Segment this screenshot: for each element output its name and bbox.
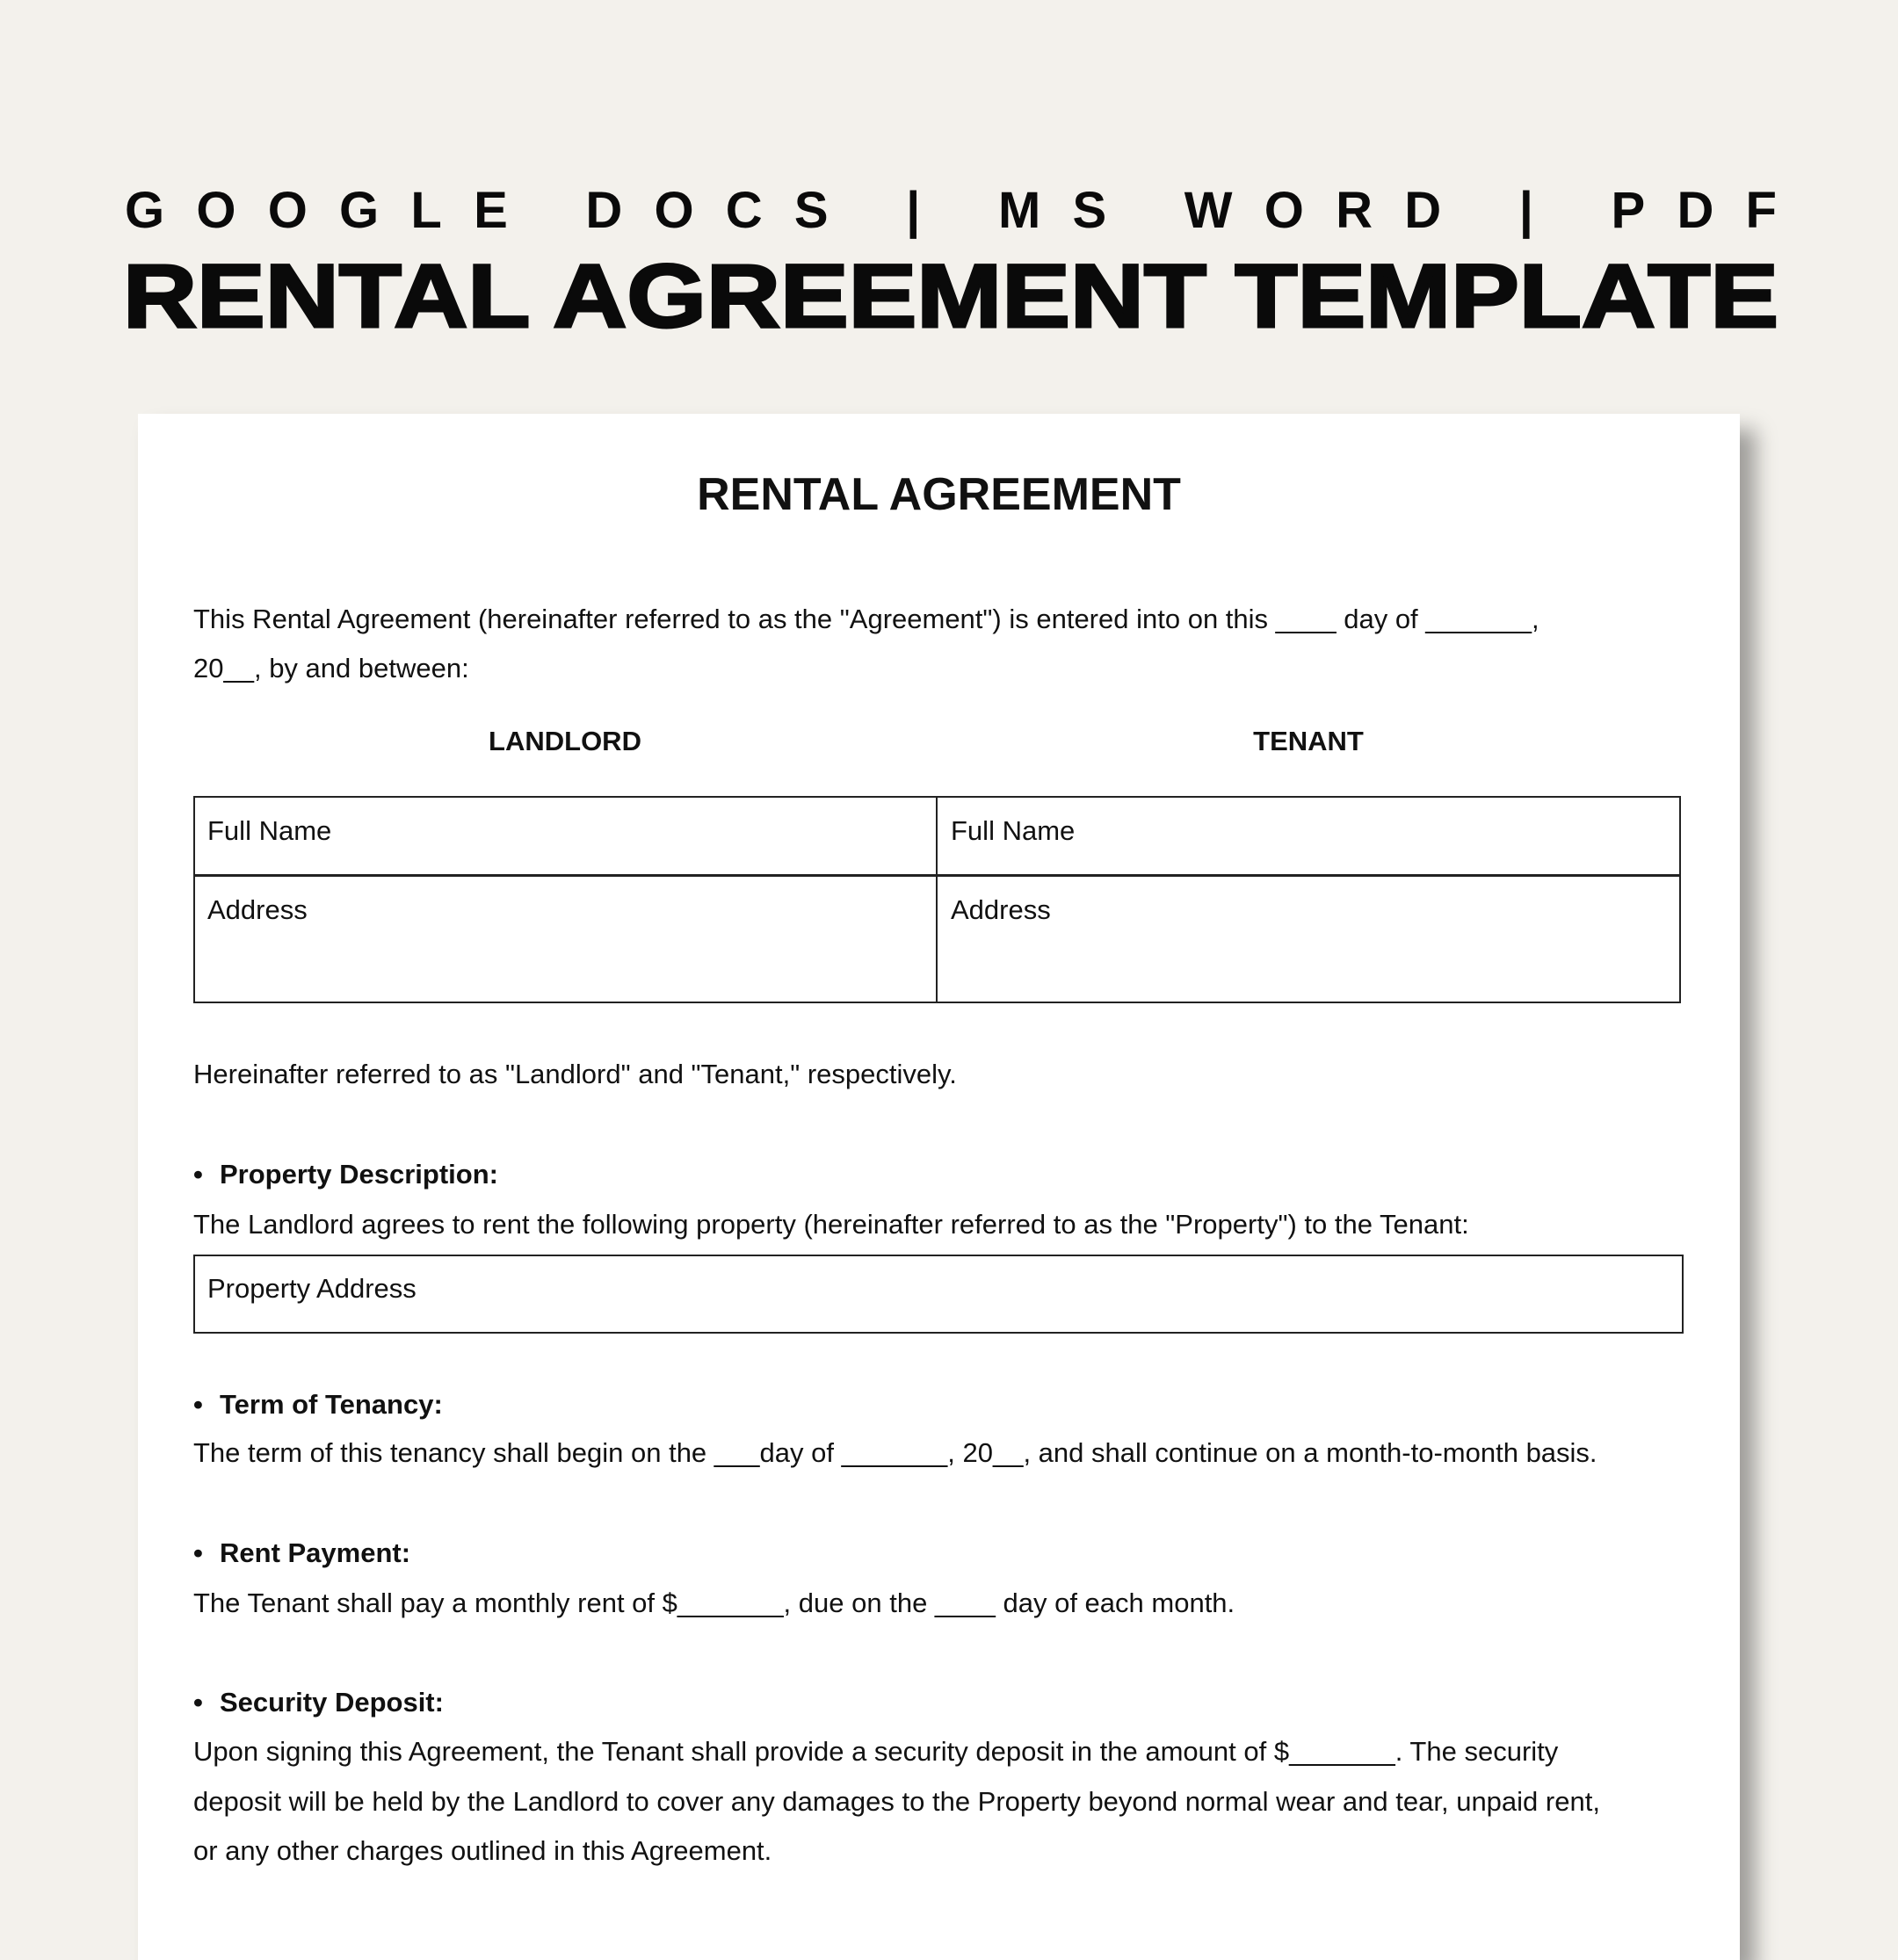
formats-line: GOOGLE DOCS | MS WORD | PDF (125, 182, 1777, 239)
section-text: The term of this tenancy shall begin on the ___day of _______, 20__, and shall continue on a month-to-month basis. (193, 1437, 1597, 1468)
property-address-field[interactable]: Property Address (207, 1273, 417, 1304)
bullet-icon: • (193, 1537, 203, 1568)
tenant-address-field[interactable]: Address (951, 894, 1051, 925)
bullet-icon: • (193, 1159, 203, 1190)
section-text: The Tenant shall pay a monthly rent of $_______, due on the ____ day of each month. (193, 1588, 1235, 1618)
section-heading-text: Security Deposit: (220, 1687, 444, 1718)
section-text: deposit will be held by the Landlord to cover any damages to the Property beyond normal wear and tear, unpaid rent, (193, 1786, 1600, 1817)
table-divider (936, 796, 938, 1003)
bullet-icon: • (193, 1687, 203, 1718)
section-heading-rent (193, 1539, 410, 1566)
document-title: RENTAL AGREEMENT (697, 469, 1181, 520)
landlord-heading: LANDLORD (489, 726, 641, 756)
section-heading-text: Rent Payment: (220, 1537, 411, 1568)
headline: RENTAL AGREEMENT TEMPLATE (123, 246, 1778, 346)
section-heading-deposit (193, 1689, 444, 1716)
section-text: The Landlord agrees to rent the following property (hereinafter referred to as the "Property") to the Tenant: (193, 1209, 1469, 1240)
property-address-box (193, 1255, 1684, 1334)
banner (0, 0, 1898, 369)
bullet-icon: • (193, 1389, 203, 1420)
landlord-full-name-field[interactable]: Full Name (207, 815, 332, 846)
intro-line: This Rental Agreement (hereinafter referred to as the "Agreement") is entered into on this ____ day of _______, (193, 604, 1539, 634)
document-page (138, 414, 1740, 1960)
section-text: Upon signing this Agreement, the Tenant shall provide a security deposit in the amount of $_______. The security (193, 1736, 1559, 1767)
section-heading-text: Term of Tenancy: (220, 1389, 443, 1420)
tenant-full-name-field[interactable]: Full Name (951, 815, 1076, 846)
intro-line: 20__, by and between: (193, 653, 469, 683)
section-heading-term (193, 1391, 443, 1418)
landlord-address-field[interactable]: Address (207, 894, 308, 925)
tenant-heading: TENANT (1253, 726, 1364, 756)
section-heading-property (193, 1161, 498, 1188)
section-heading-text: Property Description: (220, 1159, 498, 1190)
section-text: or any other charges outlined in this Agreement. (193, 1835, 772, 1866)
hereinafter-text: Hereinafter referred to as "Landlord" and "Tenant," respectively. (193, 1059, 957, 1089)
